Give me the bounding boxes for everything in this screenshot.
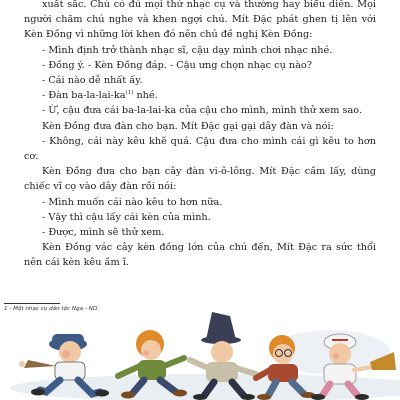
paragraph-text: nhé. — [133, 90, 158, 102]
story-paragraph — [24, 43, 376, 58]
paragraph-text: - Không, cái này kêu khẽ quá. Cậu đưa cho mình cái gì kêu to hơn cơ. — [24, 135, 376, 163]
footnote-rule — [4, 303, 60, 304]
story-paragraph — [24, 134, 376, 164]
paragraph-text: Kèn Đồng đưa đàn cho bạn. Mít Đặc gại gại dây đàn và nói: — [42, 120, 334, 132]
story-paragraph — [24, 0, 376, 43]
footnote-marker: (1) — [125, 90, 134, 97]
story-paragraph — [24, 210, 376, 225]
paragraph-text: xuất sắc. Chú có đủ mọi thứ nhạc cụ và thường hay biểu diễn. Mọi người chăm chú nghe và khen ngợi chú. Mít Đặc phát ghen tị lên với Kèn Đồng vì những lời khen đó nên chú đề nghị Kèn Đồng: — [24, 0, 376, 41]
story-paragraph — [24, 58, 376, 73]
story-paragraph — [24, 195, 376, 210]
footnote: 1 - Một nhạc cụ dân tộc Nga - ND. — [4, 306, 99, 312]
paragraph-text: - Mình muốn cái nào kêu to hơn nữa. — [42, 196, 223, 208]
paragraph-text: - Ừ, cậu đưa cái ba-la-lai-ka của cậu cho mình, mình thử xem sao. — [42, 105, 363, 117]
story-paragraph — [24, 225, 376, 240]
story-paragraph — [24, 103, 376, 118]
paragraph-text: - Cái nào dễ nhất ấy. — [42, 75, 143, 87]
story-paragraph — [24, 240, 376, 270]
paragraph-text: - Mình định trở thành nhạc sĩ, cậu dạy mình chơi nhạc nhé. — [42, 44, 333, 56]
paragraph-text: Kèn Đồng vác cây kèn đồng lớn của chú đến, Mít Đặc ra sức thổi nên cái kèn kêu ầm ĩ. — [24, 242, 376, 269]
story-paragraph — [24, 164, 376, 194]
story-paragraph — [24, 119, 376, 134]
paragraph-text: - Đồng ý. - Kèn Đồng đáp. - Cậu ưng chọn nhạc cụ nào? — [42, 59, 312, 71]
paragraph-text: - Đàn ba-la-lai-ka — [42, 90, 126, 102]
story-paragraph — [24, 73, 376, 88]
illustration — [0, 312, 400, 400]
story-text — [24, 0, 376, 271]
paragraph-text: - Được, mình sẽ thử xem. — [42, 227, 165, 239]
story-paragraph — [24, 88, 376, 103]
paragraph-text: Kèn Đồng đưa cho bạn cây đàn vi-ô-lông. Mít Đặc cầm lấy, dùng chiếc vĩ cọ vào dây đàn rồi nói: — [24, 166, 376, 193]
paragraph-text: - Vậy thì cậu lấy cái kèn của mình. — [42, 211, 211, 223]
